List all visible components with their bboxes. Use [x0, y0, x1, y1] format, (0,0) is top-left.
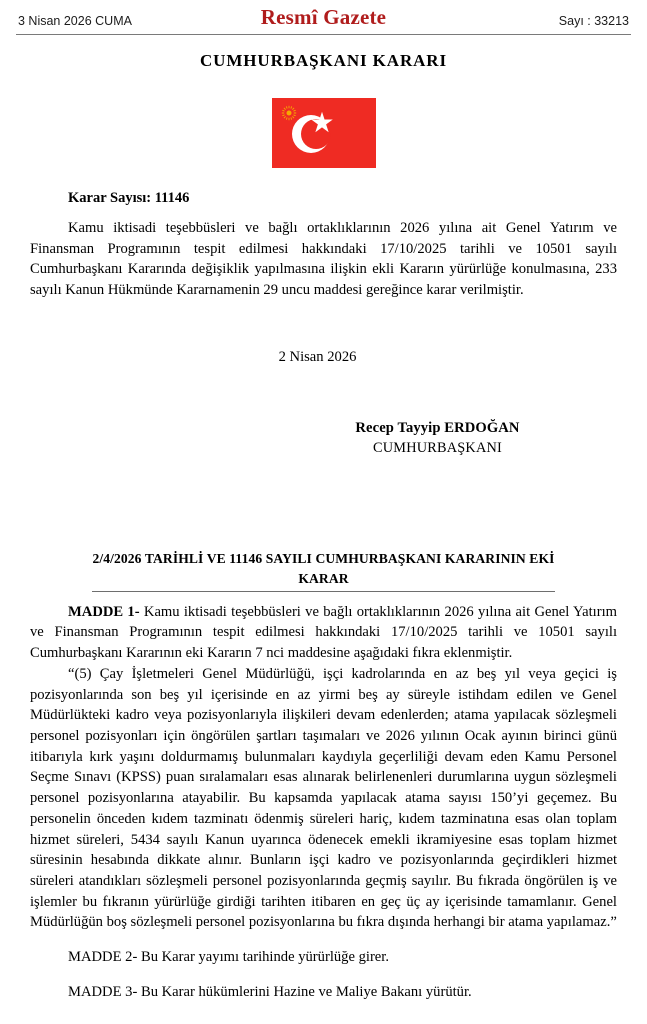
- masthead-divider: [16, 34, 631, 35]
- article-3-line: [30, 982, 617, 1003]
- annex-heading-line1: 2/4/2026 TARİHLİ VE 11146 SAYILI CUMHURBAŞKANI KARARININ EKİ: [92, 550, 555, 566]
- emblem-container: [0, 98, 647, 168]
- article-2-label: MADDE 2-: [68, 949, 141, 966]
- article-1-text: Kamu iktisadi teşebbüsleri ve bağlı ortaklıklarının 2026 yılına ait Genel Yatırım ve Finansman Programının tespit edilmesi hakkındaki 17/10/2025 tarihli ve 10501 sayılı Cumhurbaşkanı Kararının eki Kararın 7 nci maddesine aşağıdaki fıkra eklenmiştir.: [30, 603, 617, 662]
- sun-icon: [281, 105, 297, 121]
- decision-number: Karar Sayısı: 11146: [68, 190, 190, 206]
- masthead-date: 3 Nisan 2026 CUMA: [18, 13, 132, 28]
- article-1-label: MADDE 1-: [68, 603, 144, 620]
- signature-block: [30, 420, 617, 457]
- decision-date: 2 Nisan 2026: [278, 348, 357, 365]
- article-3-text: Bu Karar hükümlerini Hazine ve Maliye Bakanı yürütür.: [140, 983, 472, 1000]
- signatory-name: Recep Tayyip ERDOĞAN: [355, 419, 520, 436]
- page-title: CUMHURBAŞKANI KARARI: [199, 51, 448, 70]
- article-3: [30, 982, 617, 1003]
- annex-heading-line2: KARAR: [298, 571, 349, 587]
- article-1-intro: [30, 602, 617, 664]
- article-2-text: Bu Karar yayımı tarihinde yürürlüğe girer.: [140, 949, 389, 966]
- article-1: [30, 602, 617, 934]
- article-1-quote: “(5) Çay İşletmeleri Genel Müdürlüğü, işçi kadrolarında en az beş yıl veya geçici iş pozisyonlarında son beş yıl içerisinde en az yirmi beş ay süreyle istihdam edilen ve Genel Müdürlükteki kadro veya pozisyonlarıyla ilişkileri devam edenlerden; atama yapılacak sözleşmeli personel pozisyonları için öngörülen şartları taşımaları ve 2026 yılının Ocak ayının birinci günü itibarıyla kırk yaşını doldurmamış bulunmaları kaydıyla geçerliliği devam eden Kamu Personel Seçme Sınavı (KPSS) puan sıralamaları esas alınarak belirlenenleri durumlarına uygun sözleşmeli personel pozisyonlarına atayabilir. Bu kapsamda yapılacak atama sayısı 150’yi geçemez. Bu personelin önceden kıdem tazminatı ödenmiş süreleri hariç, kıdem tazminatına esas olan toplam hizmet süreleri, 5434 sayılı Kanun uyarınca ödenecek emekli ikramiyesine esas toplam hizmet süresinin hesabında dikkate alınır. Bunların işçi kadro ve pozisyonlarında geçirdikleri hizmet süreleri atandıkları sözleşmeli personel pozisyonlarında geçmiş sayılır. Bu fıkrada öngörülen iş ve işlemler bu fıkranın yürürlüğe girdiği tarihten itibaren en geç üç ay içerisinde tamamlanır. Genel Müdürlüğün boş sözleşmeli personel pozisyonlarına bu fıkra dışında herhangi bir atama yapılamaz.”: [30, 665, 617, 931]
- annex-section: [30, 549, 617, 592]
- annex-heading: [92, 549, 554, 592]
- article-spacer-1: [30, 933, 617, 947]
- signatory-role: CUMHURBAŞKANI: [373, 439, 502, 456]
- masthead-issue-number: Sayı : 33213: [558, 13, 629, 28]
- article-3-label: MADDE 3-: [68, 983, 141, 1000]
- preamble-paragraph: Kamu iktisadi teşebbüsleri ve bağlı ortaklıklarının 2026 yılına ait Genel Yatırım ve Finansman Programının tespit edilmesi hakkındaki 17/10/2025 tarihli ve 10501 sayılı Cumhurbaşkanı Kararında değişiklik yapılmasına ilişkin ekli Kararın yürürlüğe konulmasına, 233 sayılı Kanun Hükmünde Kararnamenin 29 uncu maddesi gereğince karar verilmiştir.: [30, 220, 617, 299]
- article-2-line: [30, 947, 617, 968]
- masthead: [0, 0, 647, 30]
- masthead-title: Resmî Gazete: [260, 5, 387, 29]
- article-spacer-2: [30, 968, 617, 982]
- article-2: [30, 947, 617, 968]
- turkish-flag-icon: [272, 98, 376, 168]
- document-body: [0, 190, 647, 1003]
